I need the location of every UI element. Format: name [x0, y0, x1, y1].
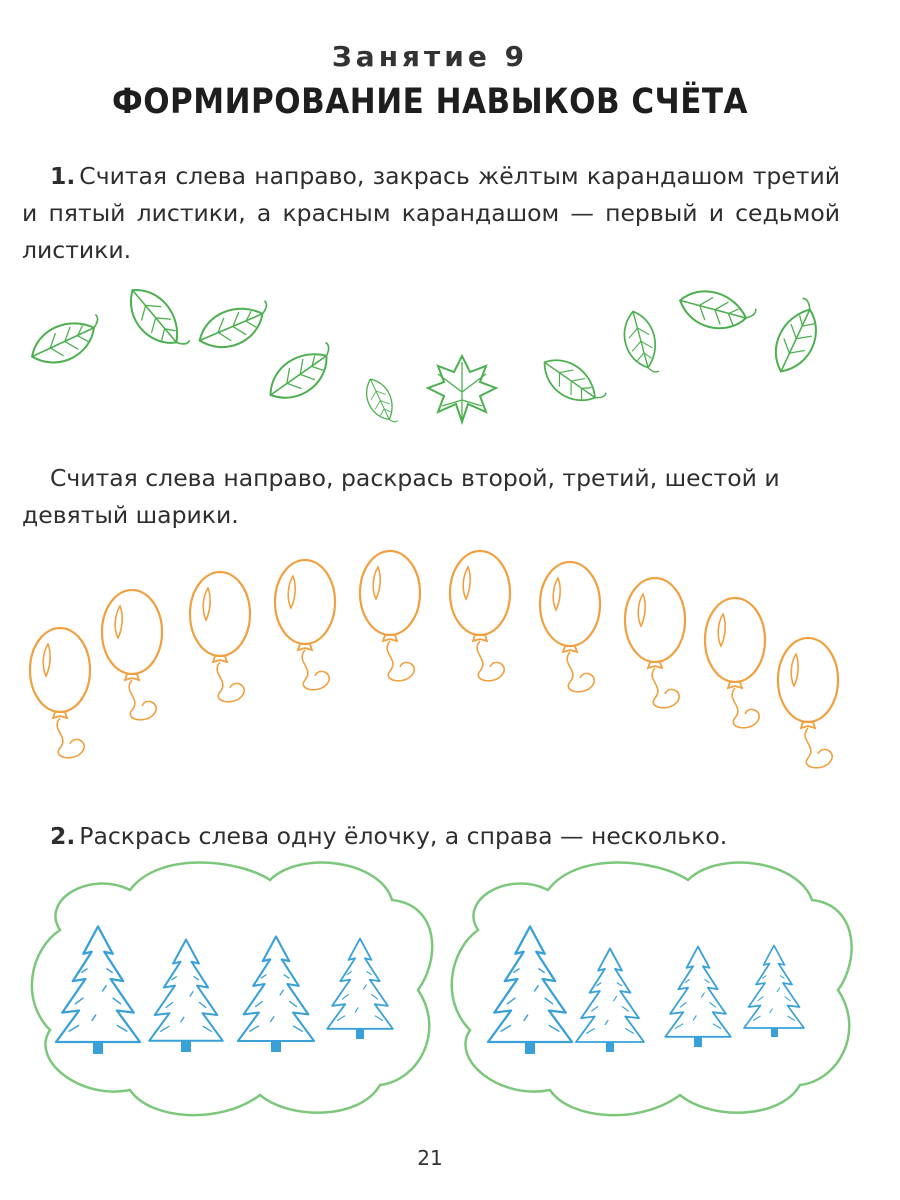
leaf-1: [25, 313, 107, 371]
task-1-text: Считая слева направо, закрась жёлтым карандашом третий и пятый листики, а красным карандашом — первый и седьмой листики.: [22, 162, 840, 264]
right-tree-2: [576, 949, 644, 1053]
task-1b-text: Считая слева направо, раскрась второй, третий, шестой и девятый шарики.: [22, 464, 780, 529]
balloon-5: [360, 551, 420, 681]
leaf-10: [764, 297, 832, 379]
left-tree-4: [327, 939, 393, 1039]
balloon-7: [540, 562, 600, 692]
balloon-1: [30, 628, 90, 758]
right-tree-1: [488, 927, 572, 1055]
right-tree-3: [665, 947, 731, 1047]
leaf-9: [675, 282, 757, 340]
balloons-row: [30, 551, 838, 768]
leaf-2: [120, 279, 191, 360]
balloon-9: [705, 598, 765, 728]
page-title: ФОРМИРОВАНИЕ НАВЫКОВ СЧЁТА: [111, 81, 749, 123]
left-tree-1: [56, 927, 140, 1055]
balloon-8: [625, 578, 685, 708]
balloon-3: [190, 572, 250, 702]
task-2-text: Раскрась слева одну ёлочку, а справа — несколько.: [79, 822, 728, 850]
leaf-8: [620, 309, 660, 377]
right-tree-4: [744, 946, 804, 1038]
balloon-10: [778, 638, 838, 768]
task-1-number: 1.: [50, 162, 76, 190]
leaves-row: [25, 279, 831, 428]
leaf-3: [194, 299, 276, 355]
lesson-heading: Занятие 9: [331, 40, 529, 73]
balloon-6: [450, 551, 510, 681]
leaf-7: [536, 349, 608, 416]
task-2-number: 2.: [50, 822, 76, 850]
leaf-5: [361, 375, 399, 428]
left-tree-3: [238, 937, 314, 1053]
balloon-4: [275, 560, 335, 690]
page-number: 21: [417, 1146, 443, 1170]
left-tree-cloud: [32, 863, 432, 1116]
right-tree-cloud: [452, 863, 852, 1116]
leaf-6: [428, 356, 496, 422]
leaf-4: [261, 341, 343, 409]
left-cloud-outline: [32, 863, 432, 1116]
balloon-2: [102, 590, 162, 720]
left-tree-2: [149, 940, 223, 1052]
